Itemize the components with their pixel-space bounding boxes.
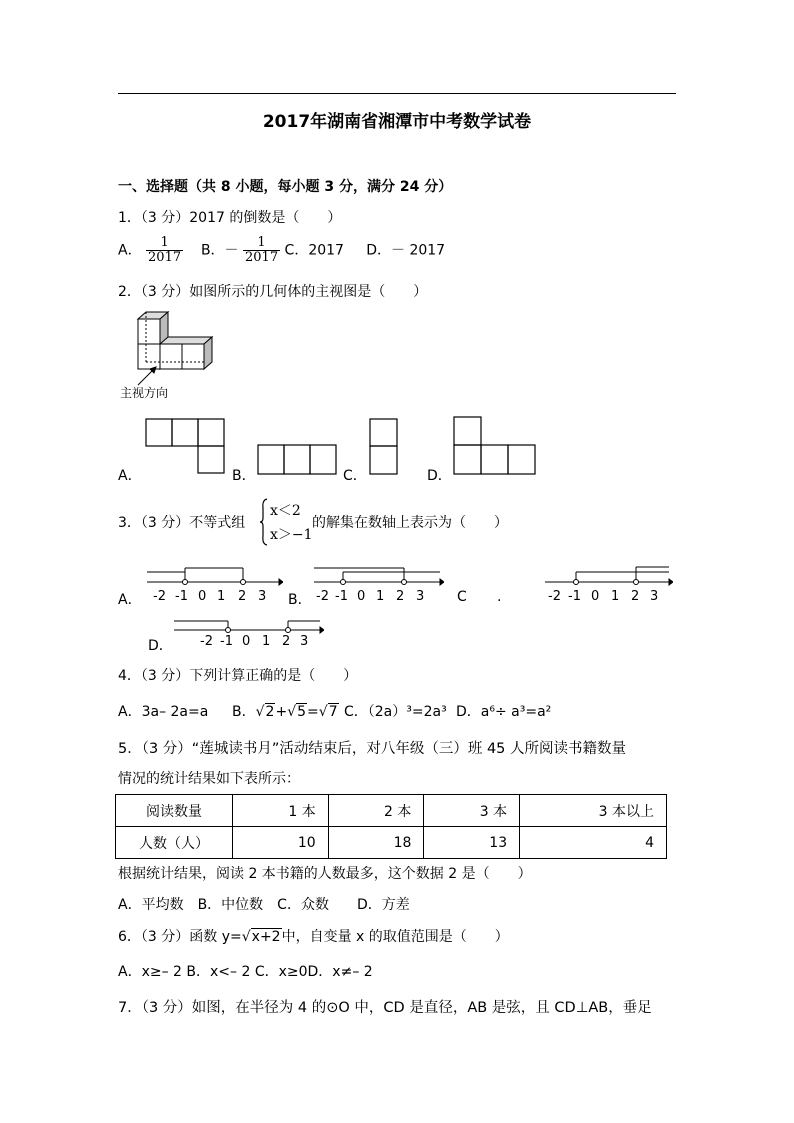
- q2-option-a-label: A．: [118, 468, 142, 484]
- svg-text:-1: -1: [335, 589, 348, 604]
- table-cell: 10: [233, 827, 329, 859]
- page-title: 2017年湖南省湘潭市中考数学试卷: [262, 112, 532, 132]
- q5-after-table: 根据统计结果，阅读 2 本书籍的人数最多，这个数据 2 是（ ）: [118, 866, 532, 882]
- svg-text:-1: -1: [175, 589, 188, 604]
- q3-option-c-numberline: [543, 566, 673, 604]
- svg-text:1: 1: [376, 589, 385, 604]
- q7-stem: 7．（3 分）如图，在半径为 4 的⊙O 中，CD 是直径，AB 是弦，且 CD⊥AB，垂足: [118, 1000, 652, 1016]
- q3-option-b-numberline: [312, 566, 444, 604]
- table-cell: 1 本: [233, 795, 329, 827]
- svg-text:1: 1: [262, 634, 271, 649]
- svg-text:2: 2: [396, 589, 405, 604]
- svg-text:3: 3: [300, 634, 309, 649]
- q2-option-c-label: C．: [343, 468, 367, 484]
- q3-option-a-numberline: [143, 566, 283, 604]
- q2-view-label: 主视方向: [120, 386, 169, 400]
- svg-text:2: 2: [282, 634, 291, 649]
- svg-text:0: 0: [198, 589, 207, 604]
- q3-option-a-label: A．: [118, 592, 142, 608]
- section-heading: 一、选择题（共 8 小题，每小题 3 分，满分 24 分）: [118, 179, 453, 195]
- q1-options: [118, 236, 445, 265]
- q4-stem: 4．（3 分）下列计算正确的是（ ）: [118, 668, 358, 684]
- q2-option-d-label: D．: [427, 468, 452, 484]
- q4-option-a: A．3a– 2a=a: [118, 704, 209, 720]
- q1-c: C．2017: [284, 242, 344, 259]
- q3-option-b-label: B．: [288, 592, 312, 608]
- header-rule: [118, 93, 676, 94]
- q4-option-d: D．a⁶÷ a³=a²: [456, 704, 552, 720]
- table-row: [116, 827, 667, 859]
- table-cell: 4: [520, 827, 667, 859]
- q6-stem: 6．（3 分）函数 y=√x+2中，自变量 x 的取值范围是（ ）: [118, 929, 509, 945]
- q3-option-c-label: C: [457, 589, 467, 605]
- q2-solid-figure: [118, 305, 228, 400]
- q3-brace: [259, 498, 269, 546]
- q4-option-b: B．√2+√5=√7: [232, 704, 338, 720]
- table-cell: 18: [328, 827, 424, 859]
- q1-b-fraction: $\frac{1}{2017}$: [245, 235, 279, 265]
- q1-d: D．－ 2017: [366, 242, 446, 259]
- table-cell: 13: [424, 827, 520, 859]
- q3-option-c-dot: .: [497, 589, 502, 605]
- svg-text:0: 0: [357, 589, 366, 604]
- svg-text:0: 0: [591, 589, 600, 604]
- svg-text:-2: -2: [200, 634, 213, 649]
- q6-options: A．x≥– 2 B．x<– 2 C．x≥0D．x≠– 2: [118, 964, 373, 980]
- q3-stem-pre: 3．（3 分）不等式组: [118, 515, 246, 531]
- q5-stem-line2: 情况的统计结果如下表所示：: [118, 771, 300, 787]
- table-cell: 人数（人）: [116, 827, 233, 859]
- q3-option-d-numberline: [172, 614, 324, 650]
- svg-text:2: 2: [238, 589, 247, 604]
- table-row: [116, 795, 667, 827]
- q2-option-d-figure: [453, 416, 537, 476]
- svg-text:3: 3: [650, 589, 659, 604]
- table-cell: 2 本: [328, 795, 424, 827]
- q5-stem-line1: 5．（3 分）“莲城读书月”活动结束后，对八年级（三）班 45 人所阅读书籍数量: [118, 741, 626, 757]
- q2-option-b-figure: [257, 444, 339, 476]
- q3-option-d-label: D．: [148, 638, 173, 654]
- q3-system-line2: x＞−1: [270, 527, 313, 543]
- q2-option-b-label: B．: [232, 468, 256, 484]
- svg-text:-1: -1: [568, 589, 581, 604]
- q1-stem: 1．（3 分）2017 的倒数是（ ）: [118, 210, 342, 226]
- svg-text:1: 1: [611, 589, 620, 604]
- svg-text:-2: -2: [548, 589, 561, 604]
- table-cell: 3 本: [424, 795, 520, 827]
- svg-text:3: 3: [416, 589, 425, 604]
- svg-text:-2: -2: [316, 589, 329, 604]
- q1-b-label: B．－: [200, 242, 239, 259]
- table-cell: 阅读数量: [116, 795, 233, 827]
- q1-a-label: A．: [118, 242, 142, 259]
- q3-stem-post: 的解集在数轴上表示为（ ）: [312, 515, 508, 531]
- svg-text:3: 3: [258, 589, 267, 604]
- svg-text:-2: -2: [153, 589, 166, 604]
- q4-option-c: C．（2a）³=2a³: [344, 704, 447, 720]
- svg-text:0: 0: [242, 634, 251, 649]
- reading-stats-table: [115, 794, 667, 859]
- table-cell: 3 本以上: [520, 795, 667, 827]
- svg-text:-1: -1: [220, 634, 233, 649]
- q1-a-fraction: $\frac{1}{2017}$: [148, 235, 182, 265]
- q5-options: A．平均数 B．中位数 C．众数 D．方差: [118, 897, 410, 913]
- q2-option-c-figure: [369, 418, 399, 476]
- svg-text:1: 1: [217, 589, 226, 604]
- q2-option-a-figure: [145, 418, 225, 476]
- svg-text:2: 2: [631, 589, 640, 604]
- q3-system-line1: x＜2: [270, 503, 301, 519]
- q2-stem: 2．（3 分）如图所示的几何体的主视图是（ ）: [118, 284, 428, 300]
